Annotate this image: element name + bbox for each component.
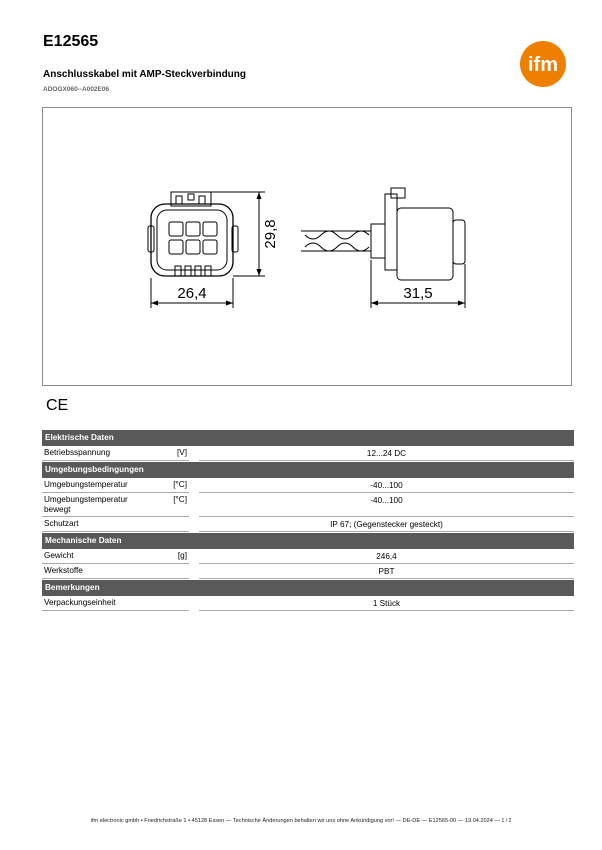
dimension-length: 31,5 xyxy=(403,285,433,302)
spec-unit: [V] xyxy=(176,448,187,457)
spec-label-text: Gewicht xyxy=(44,551,74,560)
spec-value: IP 67; (Gegenstecker gesteckt) xyxy=(199,518,574,532)
product-number: E12565 xyxy=(43,33,99,50)
spec-label-text: Umgebungstemperatur bewegt xyxy=(44,495,128,514)
spec-row xyxy=(42,565,574,579)
spec-value: 246,4 xyxy=(199,550,574,564)
spec-value: -40...100 xyxy=(199,479,574,493)
spec-label-text: Schutzart xyxy=(44,519,79,528)
section-header: Bemerkungen xyxy=(42,580,574,596)
spec-value: 12...24 DC xyxy=(199,447,574,461)
dimension-height: 29,8 xyxy=(262,219,279,249)
footer-text: ifm electronic gmbh • Friedrichstraße 1 • 45128 Essen — Technische Änderungen behalten wir uns ohne Ankündigung vor! — DE-DE — E12565-00 — 19.04.2024 — xyxy=(90,818,500,824)
spec-row xyxy=(42,447,574,461)
spec-value: PBT xyxy=(199,565,574,579)
product-description: Anschlusskabel mit AMP-Steckverbindung xyxy=(43,69,247,80)
spec-row xyxy=(42,518,574,532)
specification-table xyxy=(42,430,574,612)
page-footer xyxy=(0,818,602,824)
ce-mark-icon xyxy=(46,396,68,412)
product-code: ADOGX060--A002E06 xyxy=(43,86,110,93)
spec-label xyxy=(42,550,189,564)
spec-label xyxy=(42,565,189,579)
logo-text: ifm xyxy=(528,54,558,76)
spec-unit: [g] xyxy=(177,551,187,560)
dimension-width: 26,4 xyxy=(177,285,207,302)
spec-label xyxy=(42,447,189,461)
spec-unit: [°C] xyxy=(173,495,187,504)
spec-label xyxy=(42,494,189,517)
spec-label xyxy=(42,479,189,493)
spec-value: 1 Stück xyxy=(199,597,574,611)
spec-label xyxy=(42,597,189,611)
spec-value: -40...100 xyxy=(199,494,574,517)
page-number: 1 / 2 xyxy=(501,818,512,824)
section-header: Umgebungsbedingungen xyxy=(42,462,574,478)
section-header: Mechanische Daten xyxy=(42,533,574,549)
spec-unit: [°C] xyxy=(173,480,187,489)
section-header: Elektrische Daten xyxy=(42,430,574,446)
ifm-logo xyxy=(512,40,574,88)
spec-label-text: Werkstoffe xyxy=(44,566,83,575)
spec-label-text: Umgebungstemperatur xyxy=(44,480,128,489)
spec-row xyxy=(42,479,574,493)
spec-label xyxy=(42,518,189,532)
spec-label-text: Betriebsspannung xyxy=(44,448,111,457)
spec-row xyxy=(42,597,574,611)
spec-label-text: Verpackungseinheit xyxy=(44,598,116,607)
technical-drawing xyxy=(42,107,572,386)
spec-row xyxy=(42,550,574,564)
svg-text:CE: CE xyxy=(46,397,68,412)
spec-row xyxy=(42,494,574,517)
